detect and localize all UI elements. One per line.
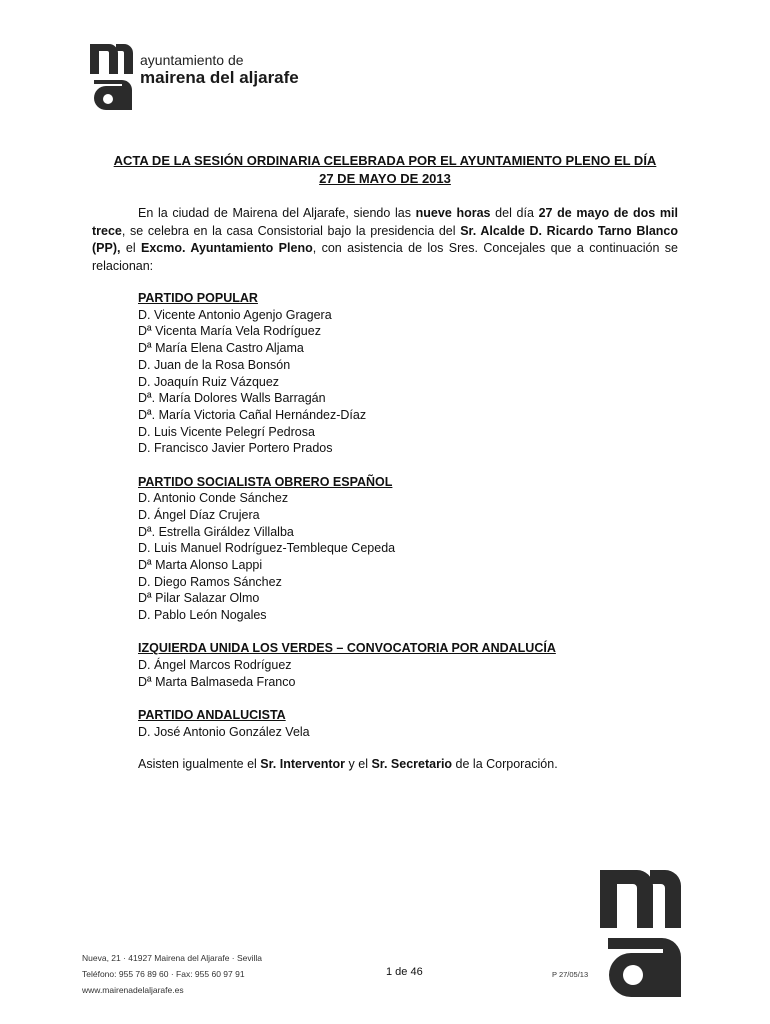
party-block (138, 290, 556, 457)
page-number: 1 de 46 (386, 966, 423, 978)
party-block (138, 640, 556, 690)
closing-text-3: de la Corporación. (452, 757, 558, 771)
parties-list (138, 290, 556, 757)
footer-phone: Teléfono: 955 76 89 60 · Fax: 955 60 97 91 (82, 969, 245, 979)
party-member: Dª. Estrella Giráldez Villalba (138, 524, 294, 539)
footer-website: www.mairenadelaljarafe.es (82, 985, 184, 995)
party-name: PARTIDO SOCIALISTA OBRERO ESPAÑOL (138, 474, 393, 489)
party-member: Dª. María Dolores Walls Barragán (138, 391, 326, 406)
logo-text (140, 52, 299, 88)
footer-address: Nueva, 21 · 41927 Mairena del Aljarafe · Sevilla (82, 953, 263, 963)
party-member: D. Luis Vicente Pelegrí Pedrosa (138, 424, 315, 439)
closing-text-1: Asisten igualmente el (138, 757, 261, 771)
intro-text-2: del día (490, 206, 539, 220)
intro-text-4: el (120, 241, 142, 255)
intro-bold-4: Excmo. Ayuntamiento Pleno (141, 241, 313, 255)
ma-logo-large-icon (600, 866, 682, 1000)
intro-text-5: , con asistencia de los Sres. Concejales que a continuación se relacionan: (92, 241, 678, 273)
intro-text-1: En la ciudad de Mairena del Aljarafe, siendo las (138, 206, 416, 220)
closing-bold-1: Sr. Interventor (260, 757, 346, 771)
intro-paragraph (92, 205, 678, 275)
party-member: D. Francisco Javier Portero Prados (138, 441, 333, 456)
party-member: D. Antonio Conde Sánchez (138, 491, 289, 506)
party-member: Dª María Elena Castro Aljama (138, 341, 304, 356)
intro-text-3: , se celebra en la casa Consistorial bajo la presidencia del (121, 223, 461, 238)
party-name: PARTIDO ANDALUCISTA (138, 707, 286, 722)
party-member: Dª Marta Alonso Lappi (138, 558, 263, 573)
party-member: Dª Pilar Salazar Olmo (138, 591, 260, 606)
closing-text-2: y el (345, 757, 372, 771)
logo-line-1: ayuntamiento de (140, 52, 244, 68)
party-member: D. Diego Ramos Sánchez (138, 574, 282, 589)
intro-bold-2: 27 de mayo de dos mil trece (92, 206, 678, 238)
party-member: D. Ángel Marcos Rodríguez (138, 658, 292, 673)
document-title (92, 152, 678, 188)
party-member: D. Vicente Antonio Agenjo Gragera (138, 307, 332, 322)
footer-contact (82, 950, 262, 998)
closing-paragraph (138, 756, 558, 773)
title-line-1: ACTA DE LA SESIÓN ORDINARIA CELEBRADA POR EL AYUNTAMIENTO PLENO EL DÍA (113, 153, 657, 168)
party-name: PARTIDO POPULAR (138, 291, 258, 305)
closing-bold-2: Sr. Secretario (371, 757, 453, 771)
intro-bold-1: nueve horas (415, 206, 491, 220)
title-line-2: 27 DE MAYO DE 2013 (319, 171, 451, 186)
logo-line-2: mairena del aljarafe (140, 68, 299, 87)
page-reference: P 27/05/13 (552, 970, 589, 979)
party-member: D. Joaquín Ruiz Vázquez (138, 374, 280, 389)
party-name: IZQUIERDA UNIDA LOS VERDES – CONVOCATORIA POR ANDALUCÍA (138, 641, 556, 656)
party-block (138, 707, 556, 740)
party-member: D. Juan de la Rosa Bonsón (138, 357, 291, 372)
ma-logo-icon (90, 42, 134, 112)
party-member: D. José Antonio González Vela (138, 724, 310, 739)
party-member: Dª. María Victoria Cañal Hernández-Díaz (138, 407, 367, 422)
header-logo (90, 42, 299, 112)
party-member: Dª Marta Balmaseda Franco (138, 674, 296, 689)
party-member: D. Ángel Díaz Crujera (138, 507, 260, 522)
party-member: Dª Vicenta María Vela Rodríguez (138, 324, 321, 339)
party-member: D. Pablo León Nogales (138, 608, 267, 623)
intro-bold-3: Sr. Alcalde D. Ricardo Tarno Blanco (PP), (92, 223, 679, 255)
party-block (138, 474, 556, 624)
party-member: D. Luis Manuel Rodríguez-Tembleque Cepeda (138, 541, 396, 556)
